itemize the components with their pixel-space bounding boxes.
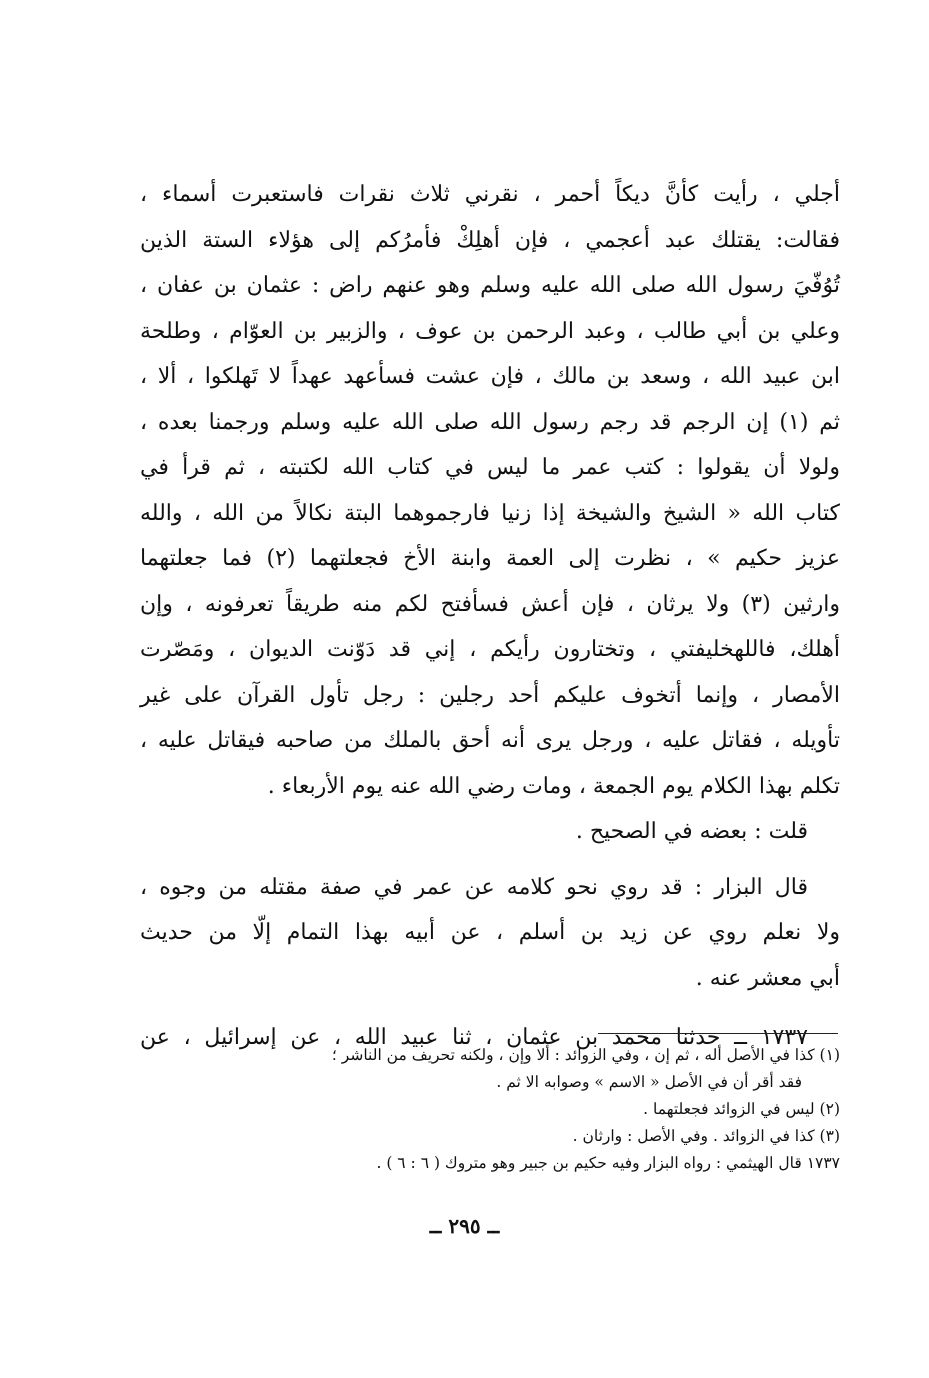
text-line: قلت : بعضه في الصحيح . bbox=[575, 819, 808, 844]
paragraph-gap bbox=[140, 855, 840, 865]
text-line: أبي معشر عنه . bbox=[695, 965, 840, 991]
page-number: ــ ٢٩٥ ــ bbox=[429, 1214, 500, 1238]
text-line: ابن عبيد الله ، وسعد بن مالك ، فإن عشت فسأعهد عهداً لا تَهلكوا ، ألا ، bbox=[140, 364, 840, 389]
paragraph-comment bbox=[140, 809, 840, 855]
footnote-1-continued: فقد أقر أن في الأصل « الاسم » وصوابه الا ثم . bbox=[496, 1073, 802, 1091]
footnote-3: (٣) كذا في الزوائد . وفي الأصل : وارثان . bbox=[572, 1127, 840, 1145]
text-line: قال البزار : قد روي نحو كلامه عن عمر في صفة مقتله من وجوه ، bbox=[140, 874, 808, 900]
text-line: وارثين (٣) ولا يرثان ، فإن أعش فسأفتح لكم منه طريقاً تعرفونه ، وإن bbox=[140, 591, 840, 617]
footnotes bbox=[180, 1042, 840, 1177]
text-line: تكلم بهذا الكلام يوم الجمعة ، ومات رضي الله عنه يوم الأربعاء . bbox=[267, 773, 840, 799]
text-line: تأويله ، فقاتل عليه ، ورجل يرى أنه أحق بالملك من صاحبه فيقاتل عليه ، bbox=[140, 728, 840, 753]
text-line: ١٧٣٧ ــ حدثنا محمد بن عثمان ، ثنا عبيد الله ، عن إسرائيل ، عن bbox=[140, 1025, 808, 1050]
text-line: تُوُفّيَ رسول الله صلى الله عليه وسلم وهو عنهم راض : عثمان بن عفان ، bbox=[140, 273, 840, 298]
paragraph-gap bbox=[140, 1001, 840, 1015]
text-line: ولولا أن يقولوا : كتب عمر ما ليس في كتاب الله لكتبته ، ثم قرأ في bbox=[140, 455, 840, 480]
footnote-2: (٢) ليس في الزوائد فجعلتهما . bbox=[643, 1100, 840, 1118]
text-line: كتاب الله « الشيخ والشيخة إذا زنيا فارجموهما البتة نكالاً من الله ، والله bbox=[140, 500, 840, 526]
footnote-1: (١) كذا في الأصل أله ، ثم إن ، وفي الزوائد : ألا وإن ، ولكنه تحريف من الناشر ؛ bbox=[331, 1046, 840, 1064]
main-text bbox=[140, 172, 840, 1061]
text-line: عزيز حكيم » ، نظرت إلى العمة وابنة الأخ فجعلتهما (٢) فما جعلتهما bbox=[140, 546, 840, 571]
paragraph-bazzar bbox=[140, 865, 840, 1002]
text-line: أهلك، فاللهخليفتي ، وتختارون رأيكم ، إني قد دَوّنت الديوان ، ومَصّرت bbox=[140, 637, 840, 662]
paragraph-narration bbox=[140, 172, 840, 809]
footnote-separator bbox=[598, 1033, 838, 1034]
text-line: وعلي بن أبي طالب ، وعبد الرحمن بن عوف ، والزبير بن العوّام ، وطلحة bbox=[140, 318, 840, 344]
text-line: فقالت: يقتلك عبد أعجمي ، فإن أهلِكْ فأمرُكم إلى هؤلاء الستة الذين bbox=[140, 227, 840, 253]
text-line: ولا نعلم روي عن زيد بن أسلم ، عن أبيه بهذا التمام إلّا من حديث bbox=[140, 920, 840, 945]
text-line: أجلي ، رأيت كأنَّ ديكاً أحمر ، نقرني ثلاث نقرات فاستعبرت أسماء ، bbox=[140, 182, 840, 207]
text-line: الأمصار ، وإنما أتخوف عليكم أحد رجلين : رجل تأول القرآن على غير bbox=[140, 682, 840, 708]
text-line: ثم (١) إن الرجم قد رجم رسول الله صلى الله عليه وسلم ورجمنا بعده ، bbox=[140, 409, 840, 435]
footnote-1737: ١٧٣٧ قال الهيثمي : رواه البزار وفيه حكيم بن جبير وهو متروك ( ٦ : ٦ ) . bbox=[376, 1154, 840, 1172]
